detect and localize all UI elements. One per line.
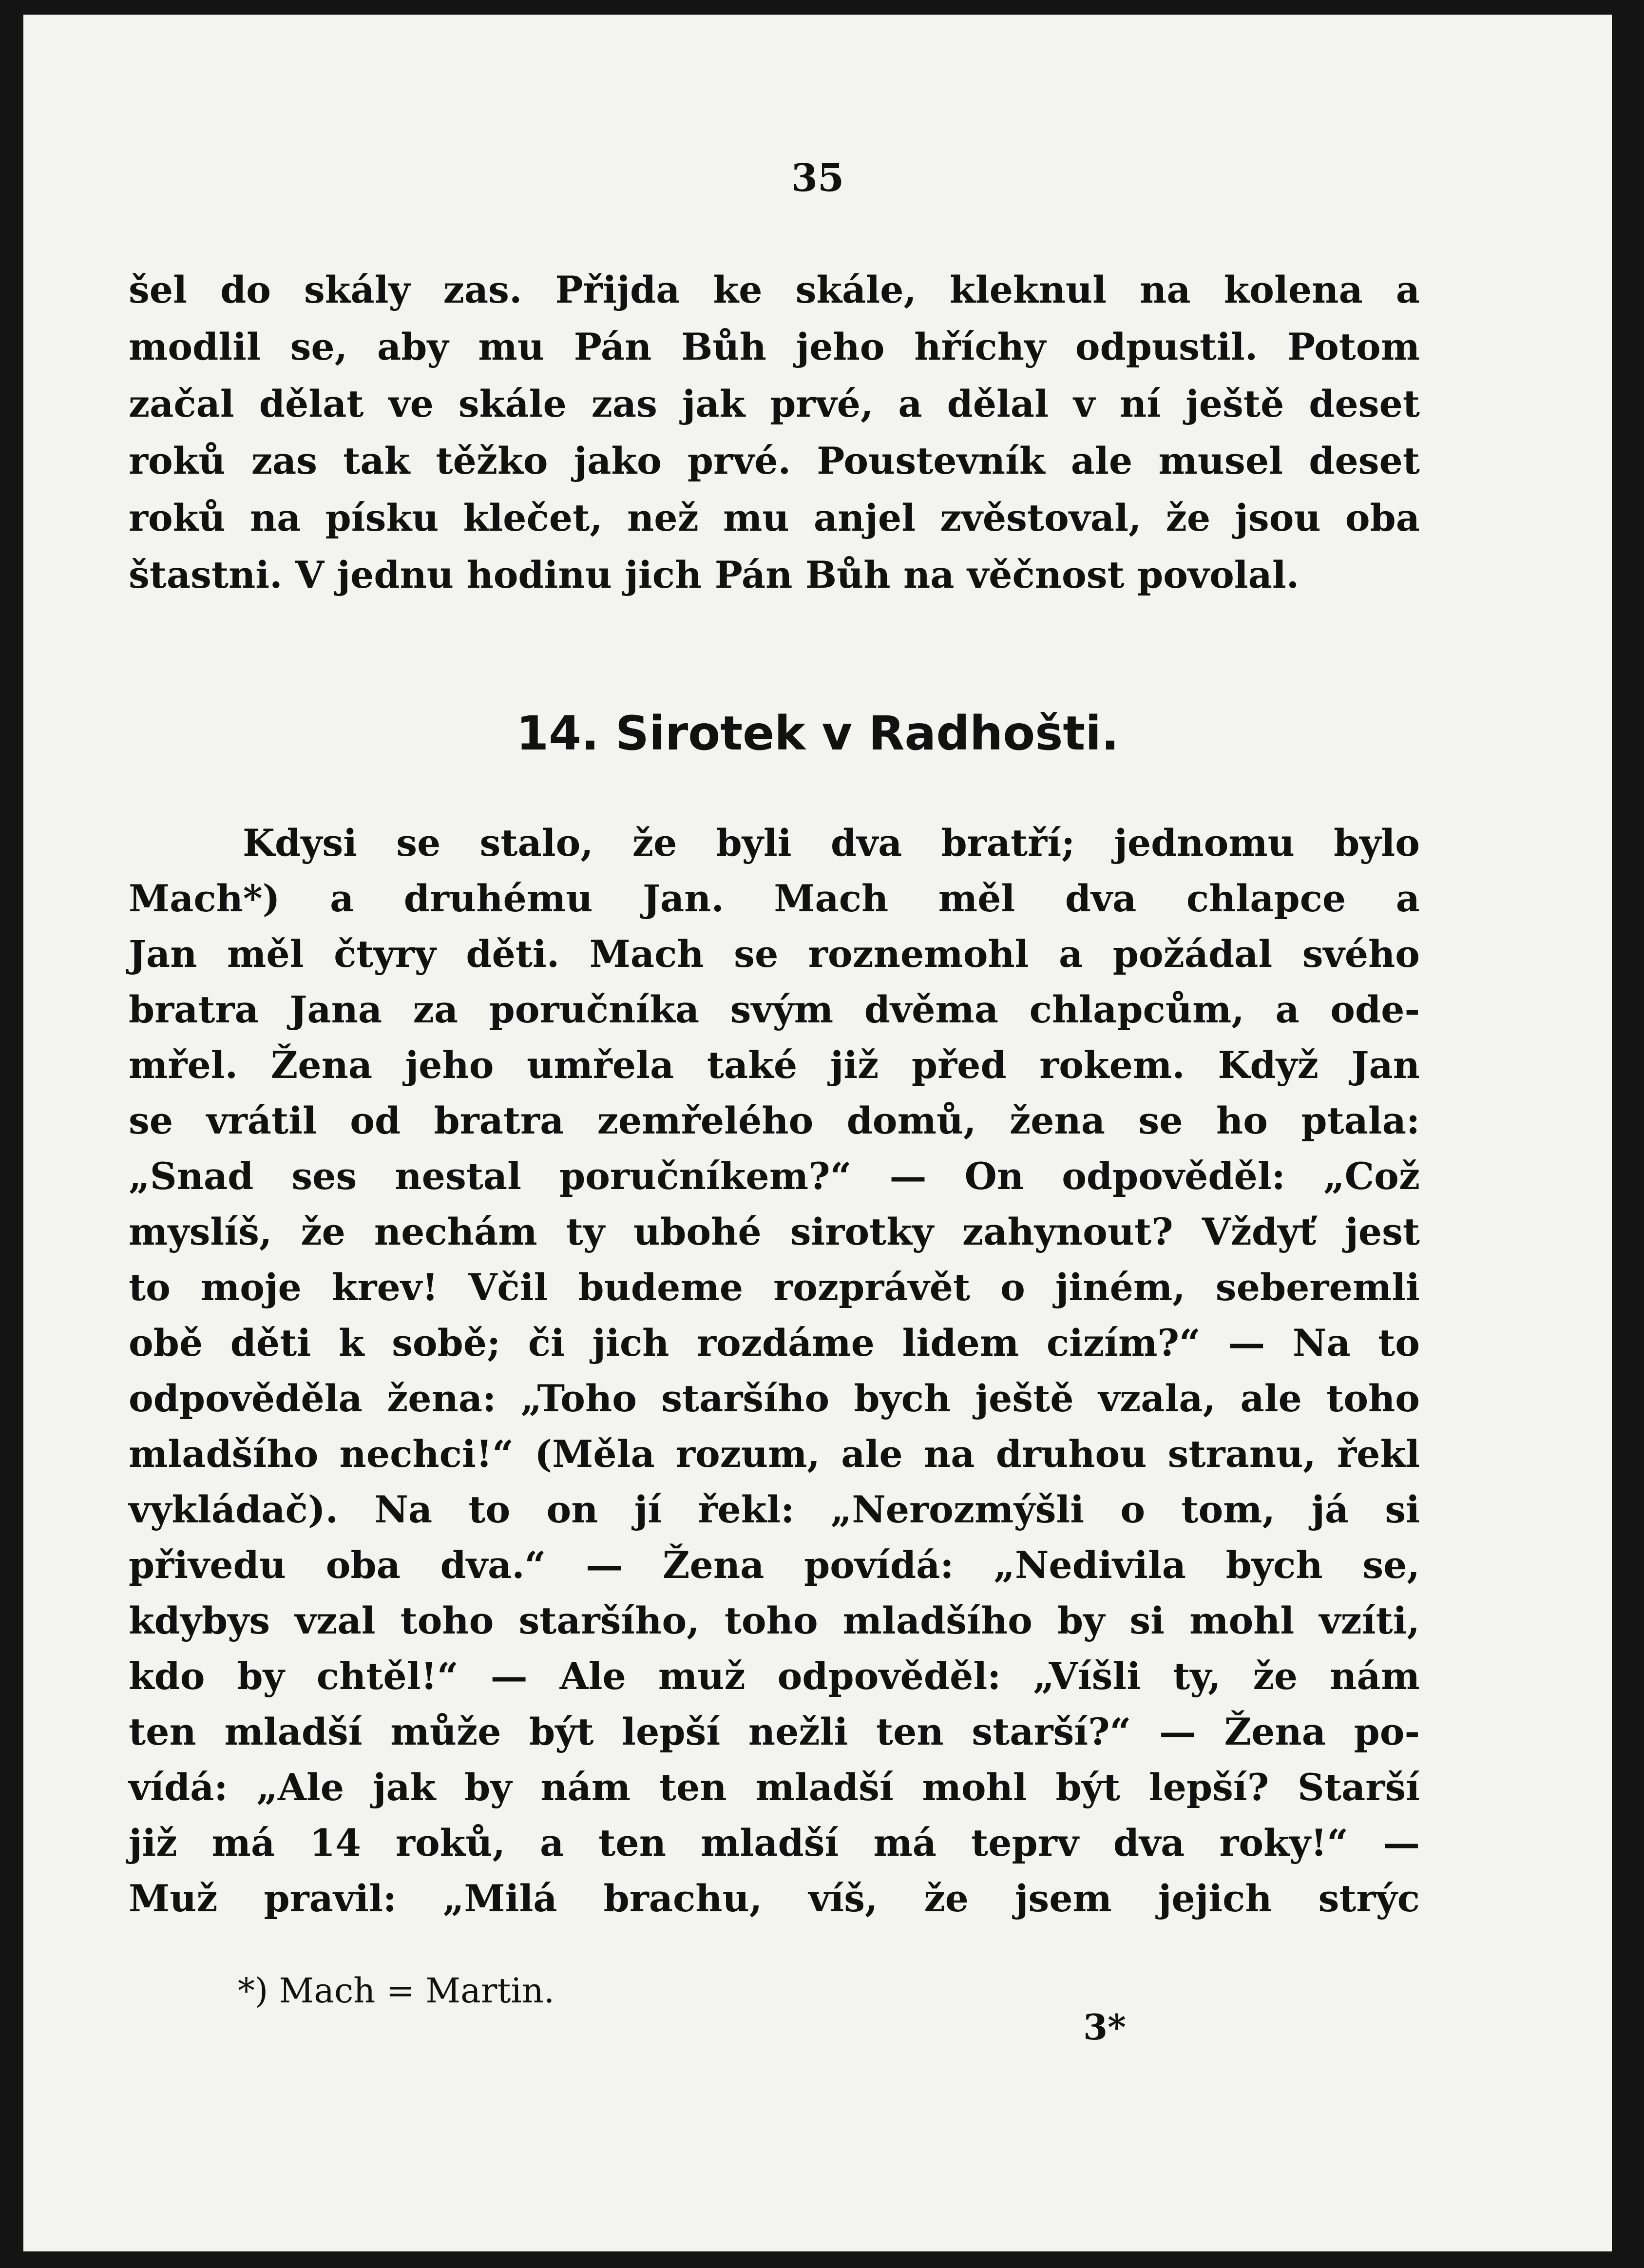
text-line: odpověděla žena: „Toho staršího bych ještě vzala, ale toho bbox=[129, 1377, 1420, 1420]
text-line: štastni. V jednu hodinu jich Pán Bůh na věčnost povolal. bbox=[129, 553, 1300, 596]
text-line: myslíš, že nechám ty ubohé sirotky zahynout? Vždyť jest bbox=[129, 1210, 1420, 1253]
text-line: začal dělat ve skále zas jak prvé, a dělal v ní ještě deset bbox=[129, 382, 1420, 425]
book-page bbox=[23, 15, 1612, 2251]
text-line: Mach*) a druhému Jan. Mach měl dva chlapce a bbox=[129, 877, 1420, 920]
section-heading: 14. Sirotek v Radhošti. bbox=[516, 706, 1119, 761]
text-line: roků zas tak těžko jako prvé. Poustevník ale musel deset bbox=[129, 439, 1420, 482]
text-line: Jan měl čtyry děti. Mach se roznemohl a požádal svého bbox=[129, 932, 1420, 976]
text-line: obě děti k sobě; či jich rozdáme lidem cizím?“ — Na to bbox=[129, 1321, 1420, 1365]
text-line: se vrátil od bratra zemřelého domů, žena se ho ptala: bbox=[129, 1099, 1420, 1142]
text-line: Muž pravil: „Milá brachu, víš, že jsem jejich strýc bbox=[129, 1877, 1420, 1920]
text-line: „Snad ses nestal poručníkem?“ — On odpověděl: „Což bbox=[129, 1154, 1420, 1198]
text-line: modlil se, aby mu Pán Bůh jeho hříchy odpustil. Potom bbox=[129, 325, 1420, 368]
text-line: kdo by chtěl!“ — Ale muž odpověděl: „Víšli ty, že nám bbox=[129, 1654, 1420, 1698]
page-number: 35 bbox=[791, 156, 844, 200]
footnote: *) Mach = Martin. bbox=[238, 1971, 555, 2011]
text-line: vídá: „Ale jak by nám ten mladší mohl být lepší? Starší bbox=[129, 1766, 1420, 1809]
text-line: mladšího nechci!“ (Měla rozum, ale na druhou stranu, řekl bbox=[129, 1432, 1420, 1476]
text-line: bratra Jana za poručníka svým dvěma chlapcům, a ode- bbox=[129, 988, 1420, 1031]
text-line: ten mladší může být lepší nežli ten starší?“ — Žena po- bbox=[129, 1710, 1420, 1753]
text-line: mřel. Žena jeho umřela také již před rokem. Když Jan bbox=[129, 1043, 1420, 1087]
text-line: vykládač). Na to on jí řekl: „Nerozmýšli o tom, já si bbox=[129, 1488, 1420, 1531]
text-line: již má 14 roků, a ten mladší má teprv dva roky!“ — bbox=[129, 1821, 1420, 1864]
text-line: šel do skály zas. Přijda ke skále, kleknul na kolena a bbox=[129, 268, 1420, 311]
text-line: to moje krev! Včil budeme rozprávět o jiném, seberemli bbox=[129, 1266, 1420, 1309]
text-line: roků na písku klečet, než mu anjel zvěstoval, že jsou oba bbox=[129, 496, 1420, 539]
signature-mark: 3* bbox=[1083, 2006, 1126, 2048]
text-line: přivedu oba dva.“ — Žena povídá: „Nedivila bych se, bbox=[129, 1543, 1420, 1587]
text-line: Kdysi se stalo, že byli dva bratří; jednomu bylo bbox=[243, 821, 1420, 865]
text-line: kdybys vzal toho staršího, toho mladšího by si mohl vzíti, bbox=[129, 1599, 1420, 1642]
